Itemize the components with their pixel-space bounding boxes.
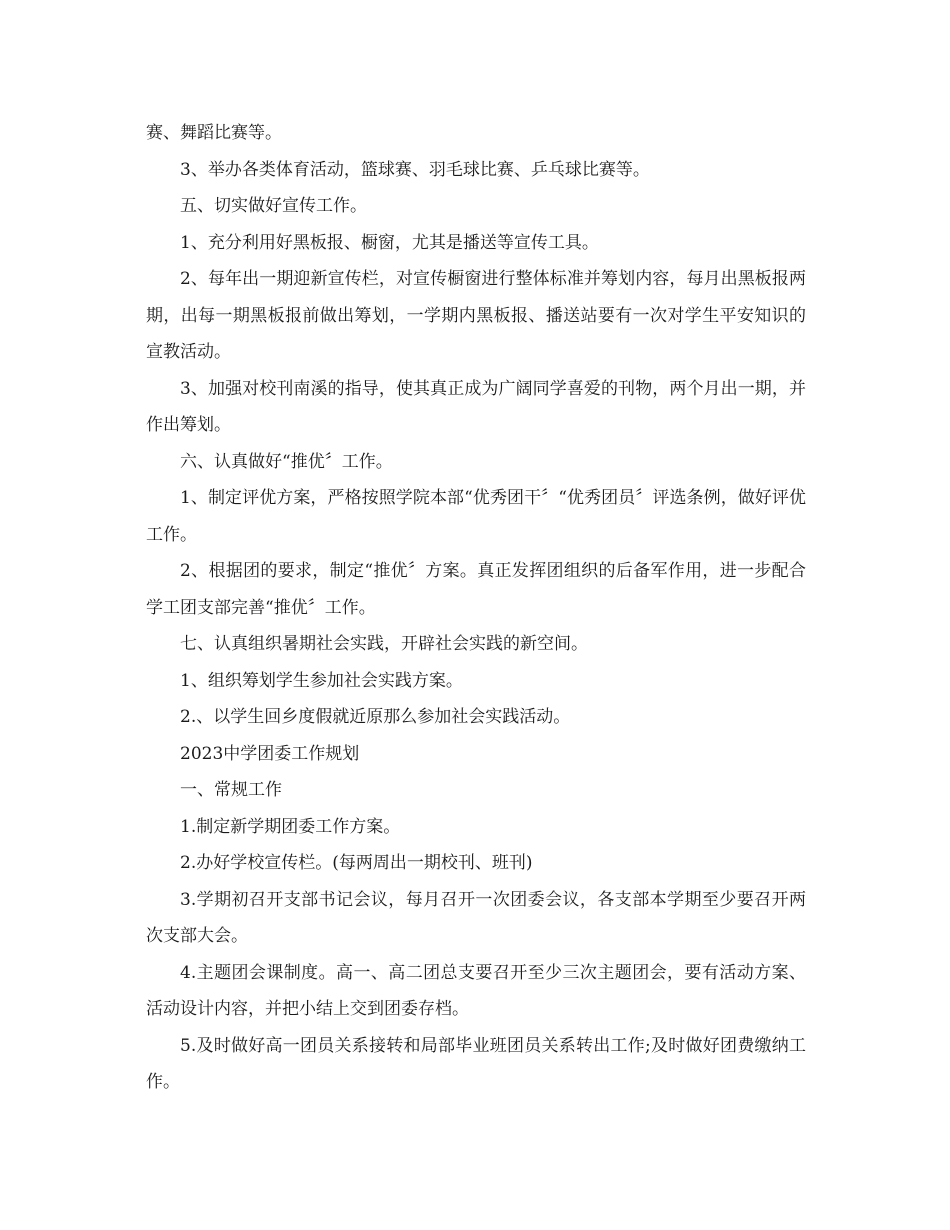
- paragraph: 3.学期初召开支部书记会议，每月召开一次团委会议，各支部本学期至少要召开两次支部大会。: [146, 889, 806, 946]
- section-heading: 五、切实做好宣传工作。: [180, 196, 367, 216]
- paragraph: 3、加强对校刊南溪的指导，使其真正成为广阔同学喜爱的刊物，两个月出一期，并作出筹划。: [146, 378, 806, 435]
- section-heading: 七、认真组织暑期社会实践，开辟社会实践的新空间。: [180, 634, 588, 654]
- paragraph: 1、充分利用好黑板报、橱窗，尤其是播送等宣传工具。: [180, 232, 599, 253]
- document-subtitle: 2023中学团委工作规划: [180, 743, 360, 764]
- paragraph: 1、制定评优方案，严格按照学院本部“优秀团干〞“优秀团员〞评选条例，做好评优工作。: [146, 488, 806, 545]
- paragraph: 1.制定新学期团委工作方案。: [180, 816, 401, 837]
- paragraph: 2、根据团的要求，制定“推优〞方案。真正发挥团组织的后备军作用，进一步配合学工团支部完善“推优〞工作。: [146, 561, 806, 618]
- paragraph: 1、组织筹划学生参加社会实践方案。: [180, 670, 463, 691]
- paragraph: 4.主题团会课制度。高一、高二团总支要召开至少三次主题团会，要有活动方案、活动设计内容，并把小结上交到团委存档。: [146, 962, 806, 1019]
- section-heading: 一、常规工作: [180, 780, 282, 800]
- paragraph: 2、每年出一期迎新宣传栏，对宣传橱窗进行整体标准并筹划内容，每月出黑板报两期，出每一期黑板报前做出筹划，一学期内黑板报、播送站要有一次对学生平安知识的宣教活动。: [146, 269, 806, 362]
- section-heading: 六、认真做好“推优〞工作。: [180, 451, 393, 472]
- paragraph: 3、举办各类体育活动，篮球赛、羽毛球比赛、乒乓球比赛等。: [180, 159, 650, 180]
- paragraph: 2.办好学校宣传栏。(每两周出一期校刊、班刊): [180, 853, 533, 873]
- document-body: [146, 115, 806, 1101]
- paragraph: 2.、以学生回乡度假就近原那么参加社会实践活动。: [180, 707, 571, 727]
- paragraph: 赛、舞蹈比赛等。: [146, 123, 282, 143]
- paragraph: 5.及时做好高一团员关系接转和局部毕业班团员关系转出工作;及时做好团费缴纳工作。: [146, 1035, 806, 1092]
